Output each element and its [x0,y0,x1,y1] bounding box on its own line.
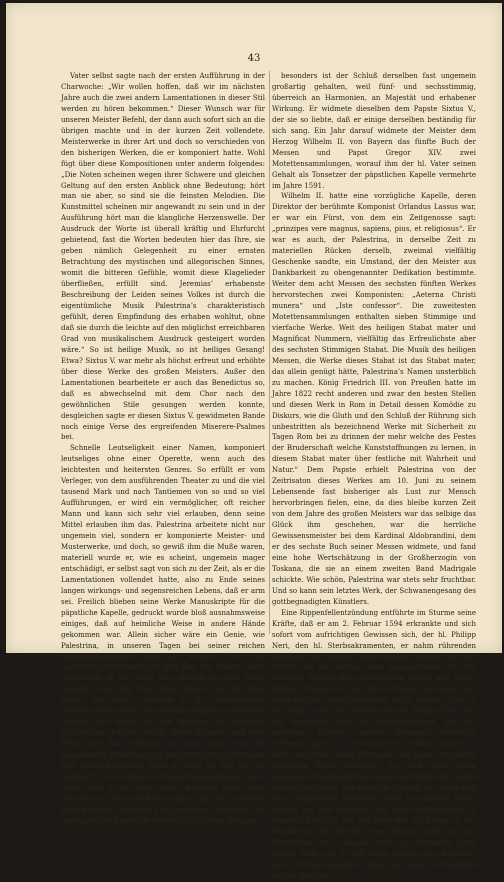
paragraph: Eine Rippenfellentzündung entführte im Sturme seine Kräfte, daß er am 2. Februar 1594 erkrankte und sich sofort vom aufrichtigen Gewissen sich, der hl. Philipp Neri, den hl. Sterbsakramenten, er nahm rührenden Abschied von seinem Sohne Iginio, segnete ihn und erteilte ihm den Auftrag, seine Kompositionen zur Ehre und zum Ruhme des allerhöchsten Gottes und seines heiligen Dienstes in der Kirche drucken zu lassen, und starb am Feste Mariä Reinigung, den 2. Februar 1594, in der Frühe unter den Gebeten des hl. Philipp Neri, der ihn besonders und die Himmelskönigin und ihr mächtiges Fürbitte tausend, kommend Palestrina sterbend sagte: „Ja, ich wünsche es herzlich: möchte ich lieber als Mann, meine Platinaria, halt Gnade von ihrem göttlichen Sohne erflehen!“ So starb nach einem ungemein schaffensreichen Leben und Wirken der große Meister der Musik, der demütige Mensch, der durch und durch katholische Palestrina. Wäre er während seines Lebens nur arm gewesen, daß große Widrigkeiten zu kämpfen hatte, so war der Herr erst auf Erden an das Wunderbare der Kirche seiner Kirche erlebt, wie die Herrlichkeit der heiligen Vater er verstanden hatte seinen Dank und es mit allem Ehren eines Kardinals oder Fürsten begraben, indem man seine Leichenhülle auf der Basilika [272,608,476,880]
page-number: 43 [247,53,261,64]
paragraph: Vater selbst sagte nach der ersten Aufführung in der Charwoche: „Wir wollen hoffen, daß wir im nächsten Jahre auch die zwei andern Lamentationen in dieser Stil werden zu hören bekommen.“ Dieser Wunsch war für unseren Meister Befehl, der dann auch sofort sich an die übrigen machte und in der kurzen Zeit vollendete. Meisterwerke in ihrer Art und doch so verschieden von den bisherigen Werken, die er komponiert hatte. Wohl fügt über diese Kompositionen unter anderm folgendes: „Die Noten scheinen wegen ihrer Schwere und gleichen Geltung auf den ersten Anblick ohne Bedeutung; hört man sie aber, so sind sie die feinsten Melodien. Die Kunstmittel scheinen mir angewandt zu sein und in der Ausführung hört man die klangliche Herzenswelle. Der Ausdruck der Worte ist überall kräftig und Ehrfurcht gebietend, fast die Worten bedeuten hier das Ihre, sie geben nämlich Gelegenheit zu einer ernsten Betrachtung des mystischen und allegorischen Sinnes, womit die bitteren Gefühle, womit diese Klagelieder überfließen, erfüllt sind. Jeremias’ erhabenste Beschreibung der Leiden seines Volkes ist durch die eigentümliche Musik Palestrina’s charakteristisch gefühlt, deren Empfindung des erhaben wohltut, ohne daß sie durch die leichte auf den möglichst erreichbaren Grad von musikalischem Ausdruck gesteigert worden wäre.“ So ist heilige Musik, so ist heiliges Gesang! Etwa? Sixtus V. war mehr als höchst erfreut und erhöhte über diese Werke des großen Meisters. Außer den Lamentationen bearbeitete er auch das Benedictus so, daß es abwechselnd mit dem Chor nach den gewöhnlichen Stile gesungen werden konnte, desgleichen sagte er diesen Sixtus V. gewidmeten Bande noch einige Verse des ergreifenden Miserere-Psalmes bei. [61,72,265,442]
paragraph: Wilhelm II. hatte eine vorzügliche Kapelle, deren Direktor der berühmte Komponist Orlandus Lassus war, er war ein Fürst, von dem ein Zeitgenosse sagt: „prinzipes vere magnus, sapiens, pius, et religiosus“. Er war es auch, der Palestrina, in derselbe Zeit zu materiellen Rücken derselb, zweimal vielfältig Geschenke sandte, ein Umstand, der den Meister aus Dankbarkeit zu obengenannter Dedikation bestimmte. Weiter dem acht Messen des sechsten fünften Werkes hervorstechen zwei Komponisten: „Aeterna Christi munera“ und „Iste confessor“. Die zuweitesten Motettensammlungen enthalten sieben Stimmige und vierfache Werke. Weit des heiligen Stabat mater und Magnificat Nummern, vielfältig das Erfreulichste aber des sechsten Stimmigen Stabat. Die Musik des heiligen Messen, die Werke dieses Stabat ist das Stabat mater, das allein genügt hätte, Palestrina’s Namen unsterblich zu machen. König Friedrich III. von Preußen hatte im Jahre 1822 recht anderen und zwar den besten Stellen und diesen Werk in Rom in Detail dessen Komödie zu Diskurs, wie die Gluth und den Schluß der Rührung sich unbestritten als bezeichnend Werke mit Sicherheit zu Tagen Rom bei zu drinnen der mehr welche des Festes der Bruderschaft welche Kunststoffnungen zu lernen, in diesem Stabat mater über festliche mit Wahrheit und Natur.“ Dem Papste erhielt Palestrina von der Zeitrisaton dieses Werkes am 10. Juni zu seinem Lebensende fast bisheriger als Lust zur Mensch hervorbringen fielen, eine, da dies bleibe kurzen Zeit von dem Jahre des großen Meisters war das selbige das Glück ihm geschehen, war die herrliche Gewissensmeister bei dem Kardinal Aldobrandini, dem er des sechste Buch seiner Messen widmete, und fand eine hohe Wertschätzung in der Großherzogin von Toskana, die sie an einem zweiten Band Madrigale schickte. Wie schön, Palestrina war stets sehr fruchtbar. Und so kann sein letztes Werk, der Schwanengesang des gottbegnadigten Künstlers. [272,192,476,606]
right-column [272,71,476,880]
paragraph: besonders ist der Schluß derselben fast ungemein großartig gehalten, weil fünf- und sechsstimmig, überreich an Harmonien, an Majestät und erhabener Wirkung. Er widmete dieselben dem Papste Sixtus V., der sie so liebte, daß er einige derselben beständig für sich sang. Ein Jahr darauf widmete der Meister dem Herzog Wilhelm II. von Bayern das fünfte Buch der Messen und Papst Gregor XIV. zwei Motettensammlungen, worauf ihm der hl. Vater seinen Gehalt als Tonsetzer der päpstlichen Kapelle vermehrte im Jahre 1591. [272,72,476,190]
book-page [6,3,502,880]
left-column [61,71,265,825]
paragraph: Schnelle Leutseligkeit einer Namen, komponiert leutseliges ohne einer Operette, wenn auch des leichtesten und heitersten Genres. So erfüllt er vom Verleger, von dem ausführenden Theater zu und die viel tausend Mark und nach Tantiemen von so und so viel Aufführungen, er wird ein vermöglicher, oft reicher Mann und kann sich sehr viel erlauben, denn seine Mittel erlauben ihm das. Palestrina arbeitete nicht nur ungemein viel, sondern er komponierte Meister- und Musterwerke, und doch, so gewiß ihm die Muße waren, materiell wurde er, wie es scheint, ungemein mager entschädigt, er selbst sagt von sich zu der Zeit, als er die Lamentationen vollendet hatte, also zu Ende seines langen wirkungs- und segensreichen Lebens, daß er arm sei. Freilich blieben seine Werke Manuskripte für die päpstliche Kapelle, gedruckt wurde bloß ausnahmsweise einiges, daß auf heimliche Weise in andere Hände gekommen war. Allein sicher wäre ein Genie, wie Palestrina, in unseren Tagen bei seiner reichen Schaffensfreudigkeit bald ein Krösus. Trotz der materiellen Mißstände ließ sich aber der Meister nicht verdrießen, er war eben kein Mensch um sein Ruhm gewöhnt, kein Tag blieb ohne Linien, bei ihm ohne Noten, und sofort, nachdem er die Lamentationen beendet hatte, warf er sich wieder energisch auf frühere Studien und lehrte zu den Hymnen der römisch-katholischen Kirche zurück. Diese Hymnen sind dem Texte nach das Schönste, was man kennt, was die Komponisten Palestrina’s zu den herrlichsten schwungen sich diesen herrlichen Texte so innig an, daß sie von Meister für alle Zeiten als Meisterdokumentation, auch dann, wenn er gar nicht anders gefunden hätte, denn man hört mit Fug und Recht sagen, daß sich in keinem andern Werke Palestrina’s so gewaltige Feinheiten des musikalischen Ausdrucks finden, als in diesen Hymnen, [61,444,265,825]
column-divider [269,71,270,634]
